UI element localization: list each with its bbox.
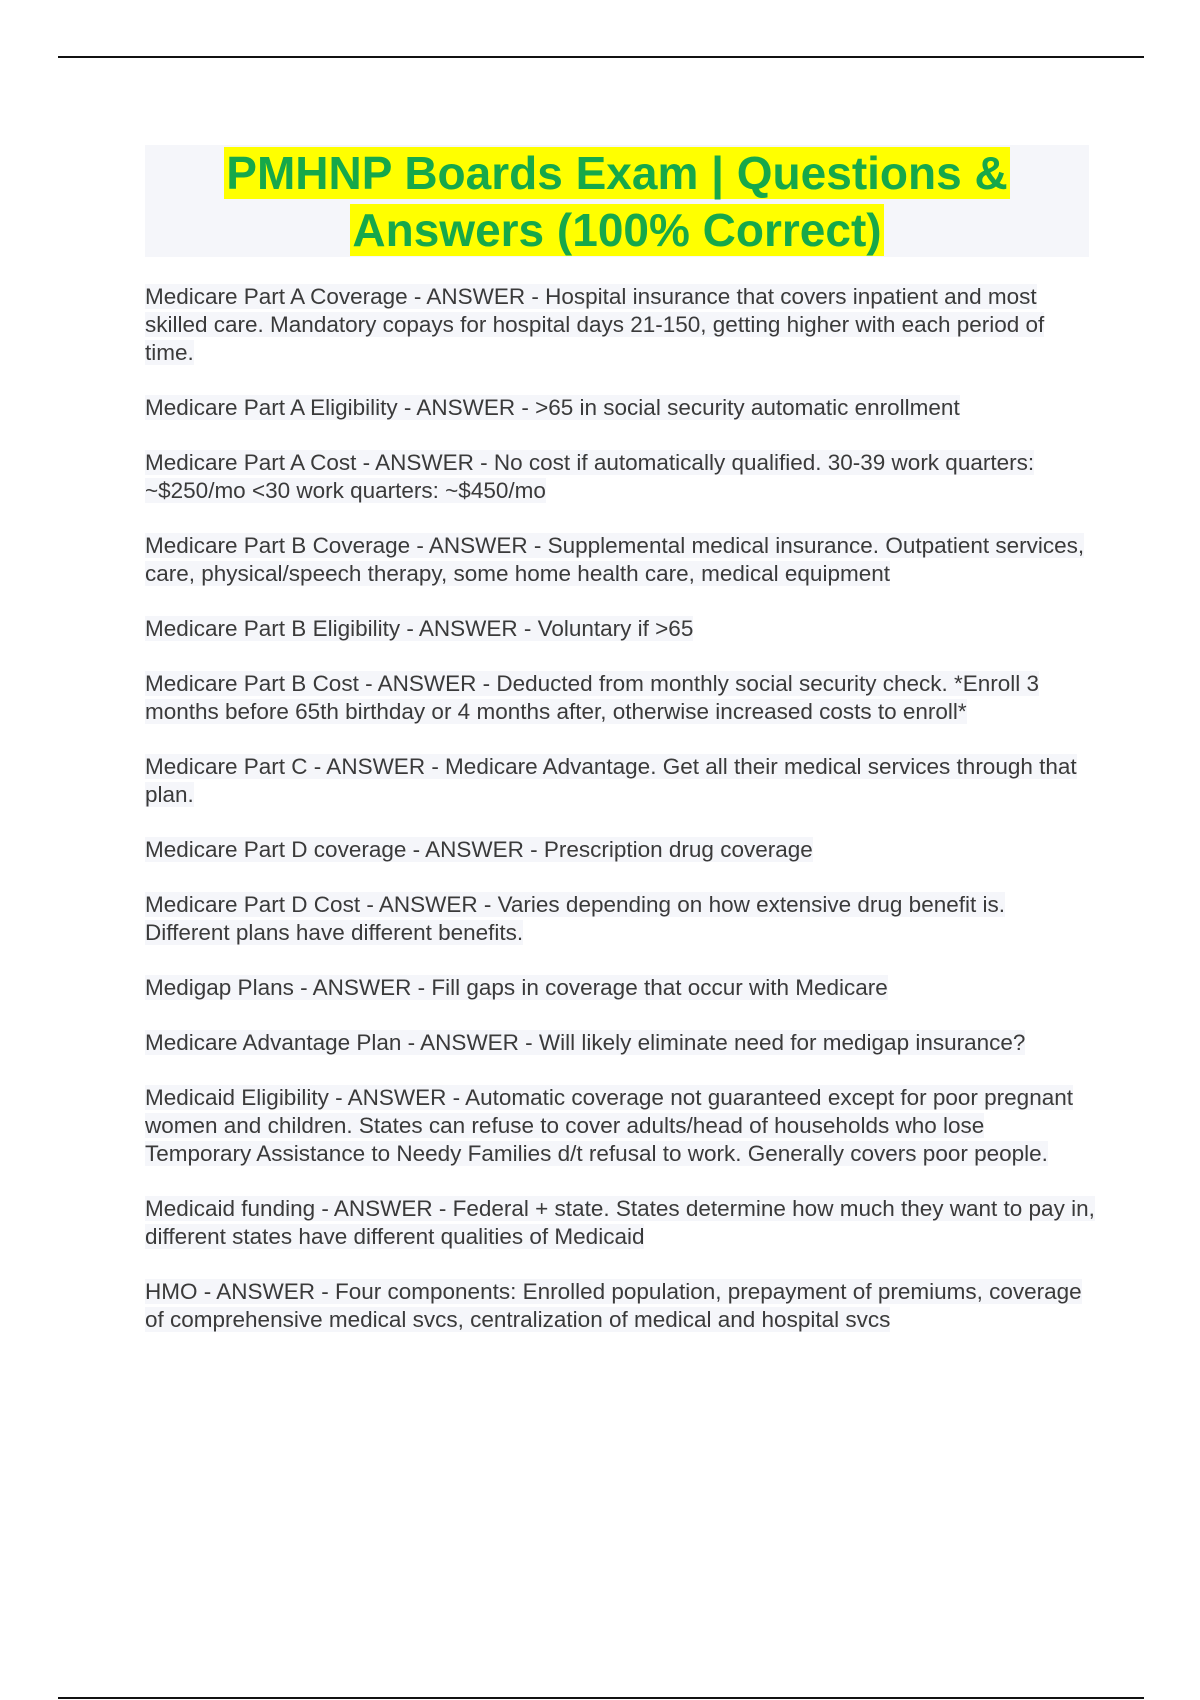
qa-item: Medicare Part B Coverage - ANSWER - Supplemental medical insurance. Outpatient services, care, physical/speech therapy, some home health care, medical equipment <box>145 533 1085 586</box>
qa-item: Medicare Part B Eligibility - ANSWER - Voluntary if >65 <box>145 616 694 641</box>
qa-item: Medicaid Eligibility - ANSWER - Automatic coverage not guaranteed except for poor pregnant women and children. States can refuse to cover adults/head of households who lose Temporary Assistance to Needy Families d/t refusal to work. Generally covers poor people. <box>145 1085 1073 1166</box>
qa-item: Medicare Part A Cost - ANSWER - No cost if automatically qualified. 30-39 work quarters: ~$250/mo <30 work quarters: ~$450/mo <box>145 450 1035 503</box>
footer-rule <box>58 1697 1144 1699</box>
qa-item: Medicare Part B Cost - ANSWER - Deducted from monthly social security check. *Enroll 3 months before 65th birthday or 4 months after, otherwise increased costs to enroll* <box>145 671 1040 724</box>
qa-item: Medigap Plans - ANSWER - Fill gaps in coverage that occur with Medicare <box>145 975 888 1000</box>
document-title <box>145 145 1089 257</box>
qa-item: HMO - ANSWER - Four components: Enrolled population, prepayment of premiums, coverage of comprehensive medical svcs, centralization of medical and hospital svcs <box>145 1279 1082 1332</box>
qa-item: Medicare Part A Eligibility - ANSWER - >65 in social security automatic enrollment <box>145 395 960 420</box>
title-line-2: Answers (100% Correct) <box>352 204 882 256</box>
header-rule <box>58 56 1144 58</box>
title-line-1: PMHNP Boards Exam | Questions & <box>226 147 1008 199</box>
qa-item: Medicare Advantage Plan - ANSWER - Will likely eliminate need for medigap insurance? <box>145 1030 1026 1055</box>
qa-list <box>145 283 1095 1361</box>
qa-item: Medicare Part D Cost - ANSWER - Varies depending on how extensive drug benefit is. Different plans have different benefits. <box>145 892 1005 945</box>
qa-item: Medicare Part D coverage - ANSWER - Prescription drug coverage <box>145 837 813 862</box>
qa-item: Medicare Part C - ANSWER - Medicare Advantage. Get all their medical services through that plan. <box>145 754 1077 807</box>
qa-item: Medicare Part A Coverage - ANSWER - Hospital insurance that covers inpatient and most skilled care. Mandatory copays for hospital days 21-150, getting higher with each period of time. <box>145 284 1045 365</box>
qa-item: Medicaid funding - ANSWER - Federal + state. States determine how much they want to pay in, different states have different qualities of Medicaid <box>145 1196 1095 1249</box>
